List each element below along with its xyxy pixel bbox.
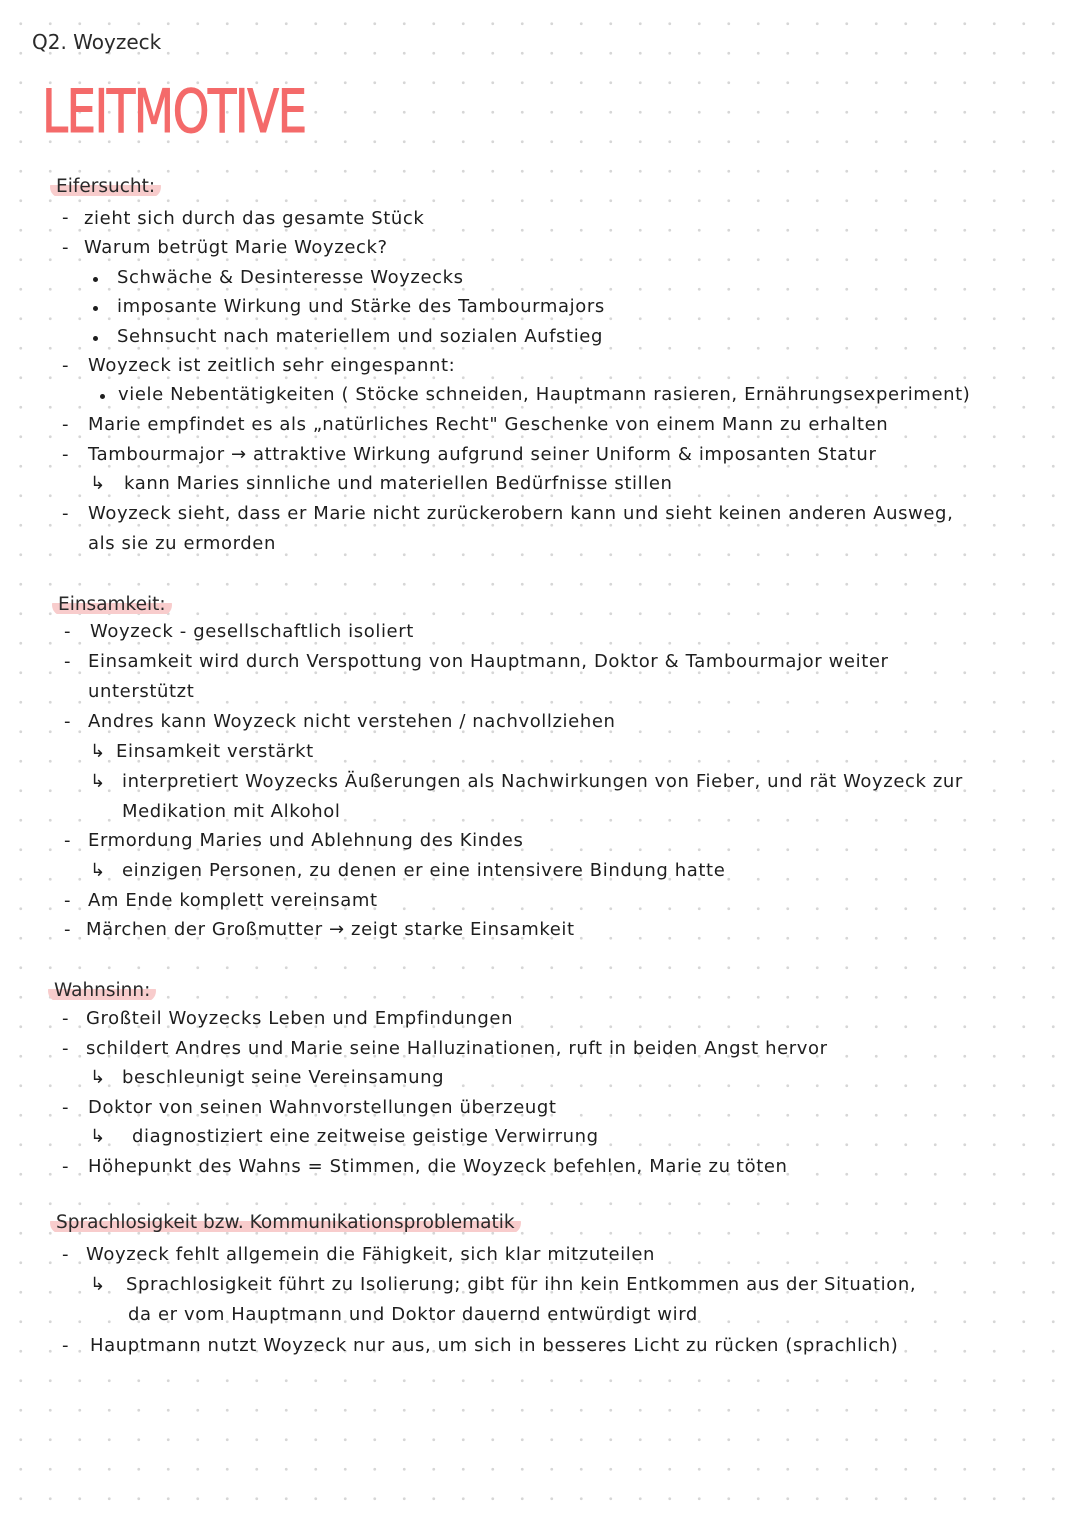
note-line: Am Ende komplett vereinsamt	[88, 890, 378, 911]
dash-marker: -	[62, 1038, 69, 1059]
bullet-dot	[100, 394, 105, 399]
section-heading: Eifersucht:	[50, 176, 161, 198]
note-line: Andres kann Woyzeck nicht verstehen / nachvollziehen	[88, 711, 616, 732]
note-line: schildert Andres und Marie seine Halluzinationen, ruft in beiden Angst hervor	[86, 1038, 828, 1059]
note-line: Warum betrügt Marie Woyzeck?	[84, 237, 388, 258]
dash-marker: -	[62, 1244, 69, 1265]
arrow-icon: ↳	[90, 741, 106, 762]
section-heading: Einsamkeit:	[52, 594, 172, 616]
note-line: kann Maries sinnliche und materiellen Bedürfnisse stillen	[124, 473, 673, 494]
dash-marker: -	[62, 1156, 69, 1177]
note-line: als sie zu ermorden	[88, 533, 276, 554]
bullet-dot	[93, 306, 98, 311]
dash-marker: -	[64, 621, 71, 642]
note-line: Woyzeck - gesellschaftlich isoliert	[90, 621, 414, 642]
arrow-icon: ↳	[90, 860, 106, 881]
note-line: Marie empfindet es als „natürliches Recht" Geschenke von einem Mann zu erhalten	[88, 414, 889, 435]
bullet-dot	[93, 277, 98, 282]
note-line: Höhepunkt des Wahns = Stimmen, die Woyzeck befehlen, Marie zu töten	[88, 1156, 788, 1177]
dash-marker: -	[62, 503, 69, 524]
note-line: Hauptmann nutzt Woyzeck nur aus, um sich in besseres Licht zu rücken (sprachlich)	[90, 1335, 899, 1356]
note-line: Großteil Woyzecks Leben und Empfindungen	[86, 1008, 514, 1029]
dash-marker: -	[64, 651, 71, 672]
note-line: unterstützt	[88, 681, 195, 702]
dash-marker: -	[62, 237, 69, 258]
dash-marker: -	[64, 830, 71, 851]
dash-marker: -	[62, 1335, 69, 1356]
arrow-icon: ↳	[90, 1274, 106, 1295]
bullet-dot	[93, 336, 98, 341]
note-line: interpretiert Woyzecks Äußerungen als Nachwirkungen von Fieber, und rät Woyzeck zur	[122, 771, 963, 792]
note-line: Ermordung Maries und Ablehnung des Kindes	[88, 830, 524, 851]
note-line: einzigen Personen, zu denen er eine intensivere Bindung hatte	[122, 860, 726, 881]
dash-marker: -	[64, 711, 71, 732]
note-line: Einsamkeit verstärkt	[116, 741, 314, 762]
note-line: Woyzeck sieht, dass er Marie nicht zurückerobern kann und sieht keinen anderen Ausweg,	[88, 503, 954, 524]
dash-marker: -	[62, 1097, 69, 1118]
note-line: zieht sich durch das gesamte Stück	[84, 208, 425, 229]
page-title: LEITMOTIVE	[42, 77, 306, 147]
note-line: Sehnsucht nach materiellem und sozialen Aufstieg	[117, 326, 603, 347]
arrow-icon: ↳	[90, 771, 106, 792]
dash-marker: -	[62, 355, 69, 376]
arrow-icon: ↳	[90, 1126, 106, 1147]
arrow-icon: ↳	[90, 1067, 106, 1088]
note-line: Märchen der Großmutter → zeigt starke Einsamkeit	[86, 919, 575, 940]
note-line: diagnostiziert eine zeitweise geistige Verwirrung	[132, 1126, 599, 1147]
note-line: Doktor von seinen Wahnvorstellungen überzeugt	[88, 1097, 557, 1118]
section-heading: Sprachlosigkeit bzw. Kommunikationsproblematik	[50, 1212, 521, 1234]
note-line: imposante Wirkung und Stärke des Tambourmajors	[117, 296, 605, 317]
dash-marker: -	[62, 1008, 69, 1029]
dash-marker: -	[62, 414, 69, 435]
dash-marker: -	[62, 207, 69, 228]
note-line: viele Nebentätigkeiten ( Stöcke schneiden, Hauptmann rasieren, Ernährungsexperiment)	[118, 384, 971, 405]
dash-marker: -	[64, 890, 71, 911]
note-line: Medikation mit Alkohol	[122, 801, 341, 822]
arrow-icon: ↳	[90, 473, 106, 494]
dash-marker: -	[62, 444, 69, 465]
note-line: Tambourmajor → attraktive Wirkung aufgrund seiner Uniform & imposanten Statur	[88, 444, 877, 465]
course-label: Q2. Woyzeck	[32, 30, 162, 54]
dash-marker: -	[64, 919, 71, 940]
section-heading: Wahnsinn:	[48, 980, 156, 1002]
note-line: Einsamkeit wird durch Verspottung von Hauptmann, Doktor & Tambourmajor weiter	[88, 651, 889, 672]
note-line: Schwäche & Desinteresse Woyzecks	[117, 267, 464, 288]
note-line: Woyzeck ist zeitlich sehr eingespannt:	[88, 355, 456, 376]
note-line: beschleunigt seine Vereinsamung	[122, 1067, 445, 1088]
note-line: Woyzeck fehlt allgemein die Fähigkeit, sich klar mitzuteilen	[86, 1244, 656, 1265]
note-line: da er vom Hauptmann und Doktor dauernd entwürdigt wird	[128, 1304, 698, 1325]
note-line: Sprachlosigkeit führt zu Isolierung; gibt für ihn kein Entkommen aus der Situation,	[126, 1274, 917, 1295]
